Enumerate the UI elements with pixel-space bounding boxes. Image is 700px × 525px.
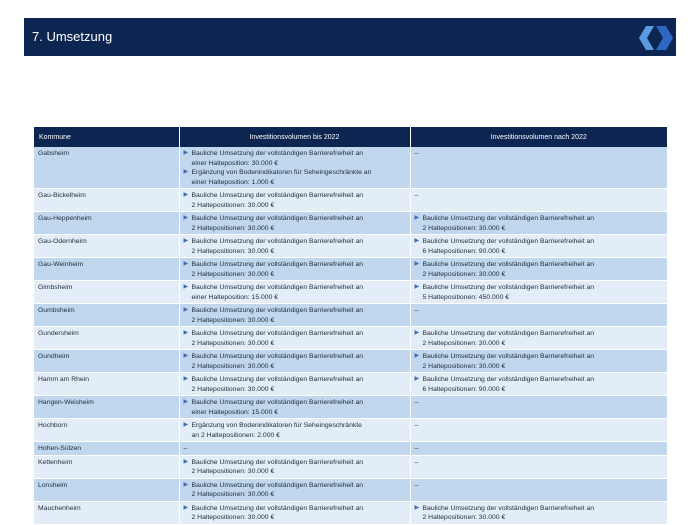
- page-title: 7. Umsetzung: [32, 29, 113, 44]
- triangle-bullet-icon: ▶: [183, 353, 189, 359]
- empty-dash: –: [414, 422, 419, 429]
- investment-nach-2022-cell: [410, 442, 667, 456]
- kommune-cell: Gabsheim: [34, 147, 179, 189]
- investment-item-line: Ergänzung von Bodenindikatoren für Seheingeschränkte: [191, 422, 362, 429]
- investment-item-line: Bauliche Umsetzung der vollständigen Barrierefreiheit an: [191, 238, 364, 245]
- investment-nach-2022-cell: [410, 281, 667, 304]
- table-row: [34, 501, 667, 524]
- investment-item: [184, 191, 406, 210]
- investment-nach-2022-cell: [410, 501, 667, 524]
- investment-item: [415, 375, 664, 394]
- kommune-cell: Hangen-Weisheim: [34, 396, 179, 419]
- investment-item-line: einer Halteposition: 15.000 €: [191, 408, 279, 416]
- investment-item: [184, 237, 406, 256]
- kommune-cell: Hochborn: [34, 419, 179, 442]
- kommune-cell: Gau-Weinheim: [34, 258, 179, 281]
- investment-item-line: Bauliche Umsetzung der vollständigen Barrierefreiheit an: [191, 330, 364, 337]
- investment-item-line: 2 Haltepositionen: 30.000 €: [191, 491, 275, 498]
- kommune-cell: Gundheim: [34, 350, 179, 373]
- empty-dash: –: [414, 192, 419, 199]
- investment-nach-2022-cell: [410, 396, 667, 419]
- triangle-bullet-icon: ▶: [414, 284, 420, 290]
- investment-item-line: 2 Haltepositionen: 30.000 €: [191, 339, 275, 347]
- investment-item-line: Bauliche Umsetzung der vollständigen Barrierefreiheit an: [422, 330, 595, 337]
- table-row: [34, 442, 667, 456]
- investment-item: [184, 352, 406, 371]
- investment-item: [184, 168, 406, 187]
- investment-bis-2022-cell: [179, 455, 410, 478]
- empty-dash: –: [414, 150, 419, 157]
- investment-item-line: 5 Haltepositionen: 450.000 €: [422, 293, 510, 301]
- investment-item-line: Bauliche Umsetzung der vollständigen Barrierefreiheit an: [422, 284, 595, 291]
- triangle-bullet-icon: ▶: [414, 215, 420, 221]
- triangle-bullet-icon: ▶: [183, 399, 189, 405]
- investment-item-line: 2 Haltepositionen: 30.000 €: [191, 201, 275, 209]
- investment-item: [184, 283, 406, 302]
- triangle-bullet-icon: ▶: [183, 481, 189, 488]
- investment-item-line: Bauliche Umsetzung der vollständigen Barrierefreiheit an: [422, 215, 595, 222]
- investment-item-line: einer Halteposition: 30.000 €: [191, 159, 279, 167]
- kommune-cell: Gundersheim: [34, 327, 179, 350]
- investment-item: [415, 504, 664, 523]
- hexagon-logo-icon: [639, 25, 673, 51]
- triangle-bullet-icon: ▶: [183, 458, 189, 465]
- triangle-bullet-icon: ▶: [183, 330, 189, 336]
- investment-nach-2022-cell: [410, 258, 667, 281]
- investment-item-line: Bauliche Umsetzung der vollständigen Barrierefreiheit an: [422, 504, 595, 512]
- investment-item-line: 2 Haltepositionen: 30.000 €: [422, 339, 506, 347]
- triangle-bullet-icon: ▶: [414, 238, 420, 244]
- investment-item-line: Bauliche Umsetzung der vollständigen Barrierefreiheit an: [191, 353, 364, 360]
- table-row: [34, 147, 667, 189]
- investment-item-line: Bauliche Umsetzung der vollständigen Barrierefreiheit an: [191, 399, 364, 406]
- investment-item-line: Bauliche Umsetzung der vollständigen Barrierefreiheit an: [422, 261, 595, 268]
- table-row: [34, 455, 667, 478]
- investment-item: [184, 458, 406, 477]
- table-row: [34, 235, 667, 258]
- investment-bis-2022-cell: [179, 212, 410, 235]
- triangle-bullet-icon: ▶: [183, 376, 189, 382]
- page-header: [24, 18, 676, 56]
- triangle-bullet-icon: ▶: [414, 330, 420, 336]
- investment-item-line: 2 Haltepositionen: 30.000 €: [191, 385, 275, 393]
- table-row: [34, 350, 667, 373]
- investment-item-line: 2 Haltepositionen: 30.000 €: [422, 270, 506, 278]
- investment-item: [184, 504, 406, 523]
- investment-item-line: 2 Haltepositionen: 30.000 €: [191, 316, 275, 324]
- investment-bis-2022-cell: [179, 189, 410, 212]
- investment-item: [415, 260, 664, 279]
- table-row: [34, 304, 667, 327]
- table-row: [34, 327, 667, 350]
- investment-nach-2022-cell: [410, 350, 667, 373]
- investment-bis-2022-cell: [179, 350, 410, 373]
- investment-item-line: Bauliche Umsetzung der vollständigen Barrierefreiheit an: [191, 481, 364, 489]
- investment-item-line: Bauliche Umsetzung der vollständigen Barrierefreiheit an: [191, 284, 364, 291]
- investment-item-line: 2 Haltepositionen: 30.000 €: [191, 468, 275, 475]
- investment-nach-2022-cell: [410, 455, 667, 478]
- investment-item-line: Bauliche Umsetzung der vollständigen Barrierefreiheit an: [191, 215, 364, 222]
- investment-bis-2022-cell: [179, 304, 410, 327]
- investment-item: [184, 214, 406, 233]
- triangle-bullet-icon: ▶: [183, 307, 189, 313]
- investment-nach-2022-cell: [410, 327, 667, 350]
- triangle-bullet-icon: ▶: [183, 504, 189, 511]
- investment-item: [415, 329, 664, 348]
- table-body: [34, 147, 667, 524]
- investment-item-line: 2 Haltepositionen: 30.000 €: [191, 224, 275, 232]
- investment-bis-2022-cell: [179, 258, 410, 281]
- triangle-bullet-icon: ▶: [183, 261, 189, 267]
- investment-bis-2022-cell: [179, 419, 410, 442]
- investment-item-line: Bauliche Umsetzung der vollständigen Barrierefreiheit an: [191, 307, 364, 314]
- table-row: [34, 281, 667, 304]
- table-row: [34, 212, 667, 235]
- investment-nach-2022-cell: [410, 212, 667, 235]
- investment-item: [184, 260, 406, 279]
- investment-item: [415, 283, 664, 302]
- empty-dash: –: [183, 445, 188, 452]
- table-row: [34, 478, 667, 501]
- investment-nach-2022-cell: [410, 189, 667, 212]
- investment-item-line: an 2 Haltepositionen: 2.000 €: [191, 431, 280, 439]
- table-header-row: [34, 127, 667, 147]
- investment-item-line: 2 Haltepositionen: 30.000 €: [422, 362, 506, 370]
- investment-nach-2022-cell: [410, 419, 667, 442]
- investment-bis-2022-cell: [179, 327, 410, 350]
- column-header-nach-2022: Investitionsvolumen nach 2022: [410, 127, 667, 147]
- investment-item-line: Bauliche Umsetzung der vollständigen Barrierefreiheit an: [422, 353, 595, 360]
- investment-nach-2022-cell: [410, 478, 667, 501]
- investment-bis-2022-cell: [179, 147, 410, 189]
- table-row: [34, 189, 667, 212]
- investment-bis-2022-cell: [179, 478, 410, 501]
- investment-item-line: Bauliche Umsetzung der vollständigen Barrierefreiheit an: [422, 238, 595, 245]
- triangle-bullet-icon: ▶: [183, 238, 189, 244]
- triangle-bullet-icon: ▶: [183, 422, 189, 428]
- investment-item-line: 2 Haltepositionen: 30.000 €: [422, 224, 506, 232]
- table-row: [34, 258, 667, 281]
- investment-item: [184, 481, 406, 500]
- empty-dash: –: [414, 399, 419, 406]
- kommune-cell: Gau-Heppenheim: [34, 212, 179, 235]
- investment-item-line: Bauliche Umsetzung der vollständigen Barrierefreiheit an: [191, 504, 364, 512]
- investment-table: [34, 127, 667, 525]
- column-header-kommune: Kommune: [34, 127, 179, 147]
- investment-item-line: 2 Haltepositionen: 30.000 €: [191, 247, 275, 255]
- investment-bis-2022-cell: [179, 373, 410, 396]
- empty-dash: –: [414, 458, 419, 466]
- investment-item-line: einer Halteposition: 1.000 €: [191, 178, 275, 186]
- column-header-bis-2022: Investitionsvolumen bis 2022: [179, 127, 410, 147]
- kommune-cell: Gau-Odernheim: [34, 235, 179, 258]
- table-row: [34, 396, 667, 419]
- triangle-bullet-icon: ▶: [414, 504, 420, 511]
- kommune-cell: Mauchenheim: [34, 501, 179, 524]
- kommune-cell: Gau-Bickelheim: [34, 189, 179, 212]
- triangle-bullet-icon: ▶: [183, 192, 189, 198]
- investment-item-line: 6 Haltepositionen: 90.000 €: [422, 247, 506, 255]
- kommune-cell: Kettenheim: [34, 455, 179, 478]
- kommune-cell: Lonsheim: [34, 478, 179, 501]
- investment-nach-2022-cell: [410, 304, 667, 327]
- investment-item-line: 2 Haltepositionen: 30.000 €: [422, 514, 506, 521]
- investment-item: [415, 237, 664, 256]
- triangle-bullet-icon: ▶: [183, 169, 189, 175]
- kommune-cell: Hamm am Rhein: [34, 373, 179, 396]
- triangle-bullet-icon: ▶: [183, 215, 189, 221]
- investment-item-line: 2 Haltepositionen: 30.000 €: [191, 514, 275, 521]
- investment-nach-2022-cell: [410, 373, 667, 396]
- investment-item-line: Bauliche Umsetzung der vollständigen Barrierefreiheit an: [191, 150, 364, 157]
- investment-item: [184, 329, 406, 348]
- investment-nach-2022-cell: [410, 235, 667, 258]
- investment-item-line: 6 Haltepositionen: 90.000 €: [422, 385, 506, 393]
- investment-item: [184, 306, 406, 325]
- investment-item-line: Bauliche Umsetzung der vollständigen Barrierefreiheit an: [191, 376, 364, 383]
- investment-item: [184, 149, 406, 168]
- investment-nach-2022-cell: [410, 147, 667, 189]
- investment-item-line: Bauliche Umsetzung der vollständigen Barrierefreiheit an: [191, 192, 364, 199]
- investment-item-line: 2 Haltepositionen: 30.000 €: [191, 362, 275, 370]
- investment-item-line: Bauliche Umsetzung der vollständigen Barrierefreiheit an: [191, 261, 364, 268]
- investment-item-line: 2 Haltepositionen: 30.000 €: [191, 270, 275, 278]
- investment-bis-2022-cell: [179, 442, 410, 456]
- triangle-bullet-icon: ▶: [183, 284, 189, 290]
- investment-item: [184, 421, 406, 440]
- investment-item-line: Bauliche Umsetzung der vollständigen Barrierefreiheit an: [422, 376, 595, 383]
- investment-bis-2022-cell: [179, 501, 410, 524]
- empty-dash: –: [414, 445, 419, 452]
- investment-item: [415, 214, 664, 233]
- investment-bis-2022-cell: [179, 235, 410, 258]
- empty-dash: –: [414, 481, 419, 489]
- triangle-bullet-icon: ▶: [414, 261, 420, 267]
- triangle-bullet-icon: ▶: [414, 376, 420, 382]
- investment-bis-2022-cell: [179, 396, 410, 419]
- investment-item: [184, 398, 406, 417]
- triangle-bullet-icon: ▶: [414, 353, 420, 359]
- investment-item: [415, 352, 664, 371]
- investment-item-line: Ergänzung von Bodenindikatoren für Seheingeschränkte an: [191, 169, 372, 176]
- investment-bis-2022-cell: [179, 281, 410, 304]
- table-row: [34, 419, 667, 442]
- empty-dash: –: [414, 307, 419, 314]
- kommune-cell: Gimbsheim: [34, 281, 179, 304]
- triangle-bullet-icon: ▶: [183, 150, 189, 156]
- kommune-cell: Gumbsheim: [34, 304, 179, 327]
- investment-item-line: einer Halteposition: 15.000 €: [191, 293, 279, 301]
- kommune-cell: Hohen-Sülzen: [34, 442, 179, 456]
- table-row: [34, 373, 667, 396]
- investment-item-line: Bauliche Umsetzung der vollständigen Barrierefreiheit an: [191, 458, 364, 466]
- investment-item: [184, 375, 406, 394]
